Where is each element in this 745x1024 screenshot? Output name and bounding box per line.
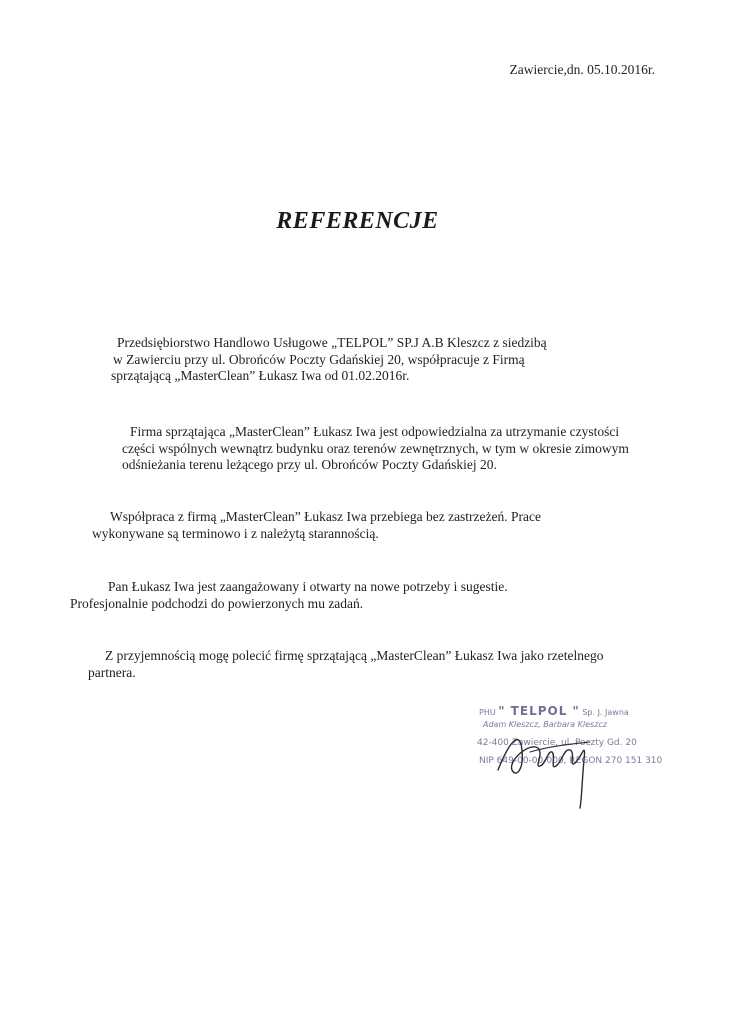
paragraph-line: sprzątającą „MasterClean” Łukasz Iwa od 01.02.2016r.: [111, 368, 410, 383]
paragraph-line: Firma sprzątająca „MasterClean” Łukasz Iwa jest odpowiedzialna za utrzymanie czystości: [130, 424, 620, 439]
stamp-company-name: " TELPOL ": [498, 704, 580, 718]
paragraph-line: Z przyjemnością mogę polecić firmę sprzątającą „MasterClean” Łukasz Iwa jako rzetelnego: [105, 648, 604, 663]
stamp-suffix: Sp. J. Jawna: [582, 708, 629, 717]
paragraph-3: [0, 509, 541, 542]
paragraph-1: [0, 335, 547, 385]
paragraph-line: odśnieżania terenu leżącego przy ul. Obrońców Poczty Gdańskiej 20.: [122, 457, 497, 472]
document-title: REFERENCJE: [276, 208, 439, 234]
handwritten-signature: [490, 700, 610, 810]
paragraph-line: części wspólnych wewnątrz budynku oraz terenów zewnętrznych, w tym w okresie zimowym: [122, 440, 629, 456]
paragraph-line: Profesjonalnie podchodzi do powierzonych mu zadań.: [70, 595, 364, 611]
stamp-prefix: PHU: [479, 708, 496, 717]
paragraph-line: Przedsiębiorstwo Handlowo Usługowe „TELPOL” SP.J A.B Kleszcz z siedzibą: [117, 335, 547, 350]
paragraph-line: partnera.: [88, 664, 136, 680]
paragraph-line: Pan Łukasz Iwa jest zaangażowany i otwarty na nowe potrzeby i sugestie.: [108, 579, 508, 594]
paragraph-line: wykonywane są terminowo i z należytą starannością.: [92, 525, 379, 541]
paragraph-2: [0, 424, 629, 474]
stamp-line-ids: NIP 649-00-00-000, REGON 270 151 310: [479, 756, 663, 766]
paragraph-line: Współpraca z firmą „MasterClean” Łukasz Iwa przebiega bez zastrzeżeń. Prace: [110, 509, 542, 524]
paragraph-5: [0, 648, 604, 681]
paragraph-4: [0, 579, 508, 612]
paragraph-line: w Zawierciu przy ul. Obrońców Poczty Gdańskiej 20, współpracuje z Firmą: [113, 351, 525, 367]
stamp-line-owners: Adam Kleszcz, Barbara Kleszcz: [483, 720, 607, 729]
stamp-line-address: 42-400 Zawiercie, ul. Poczty Gd. 20: [477, 738, 637, 748]
document-date: Zawiercie,dn. 05.10.2016r.: [509, 62, 655, 77]
